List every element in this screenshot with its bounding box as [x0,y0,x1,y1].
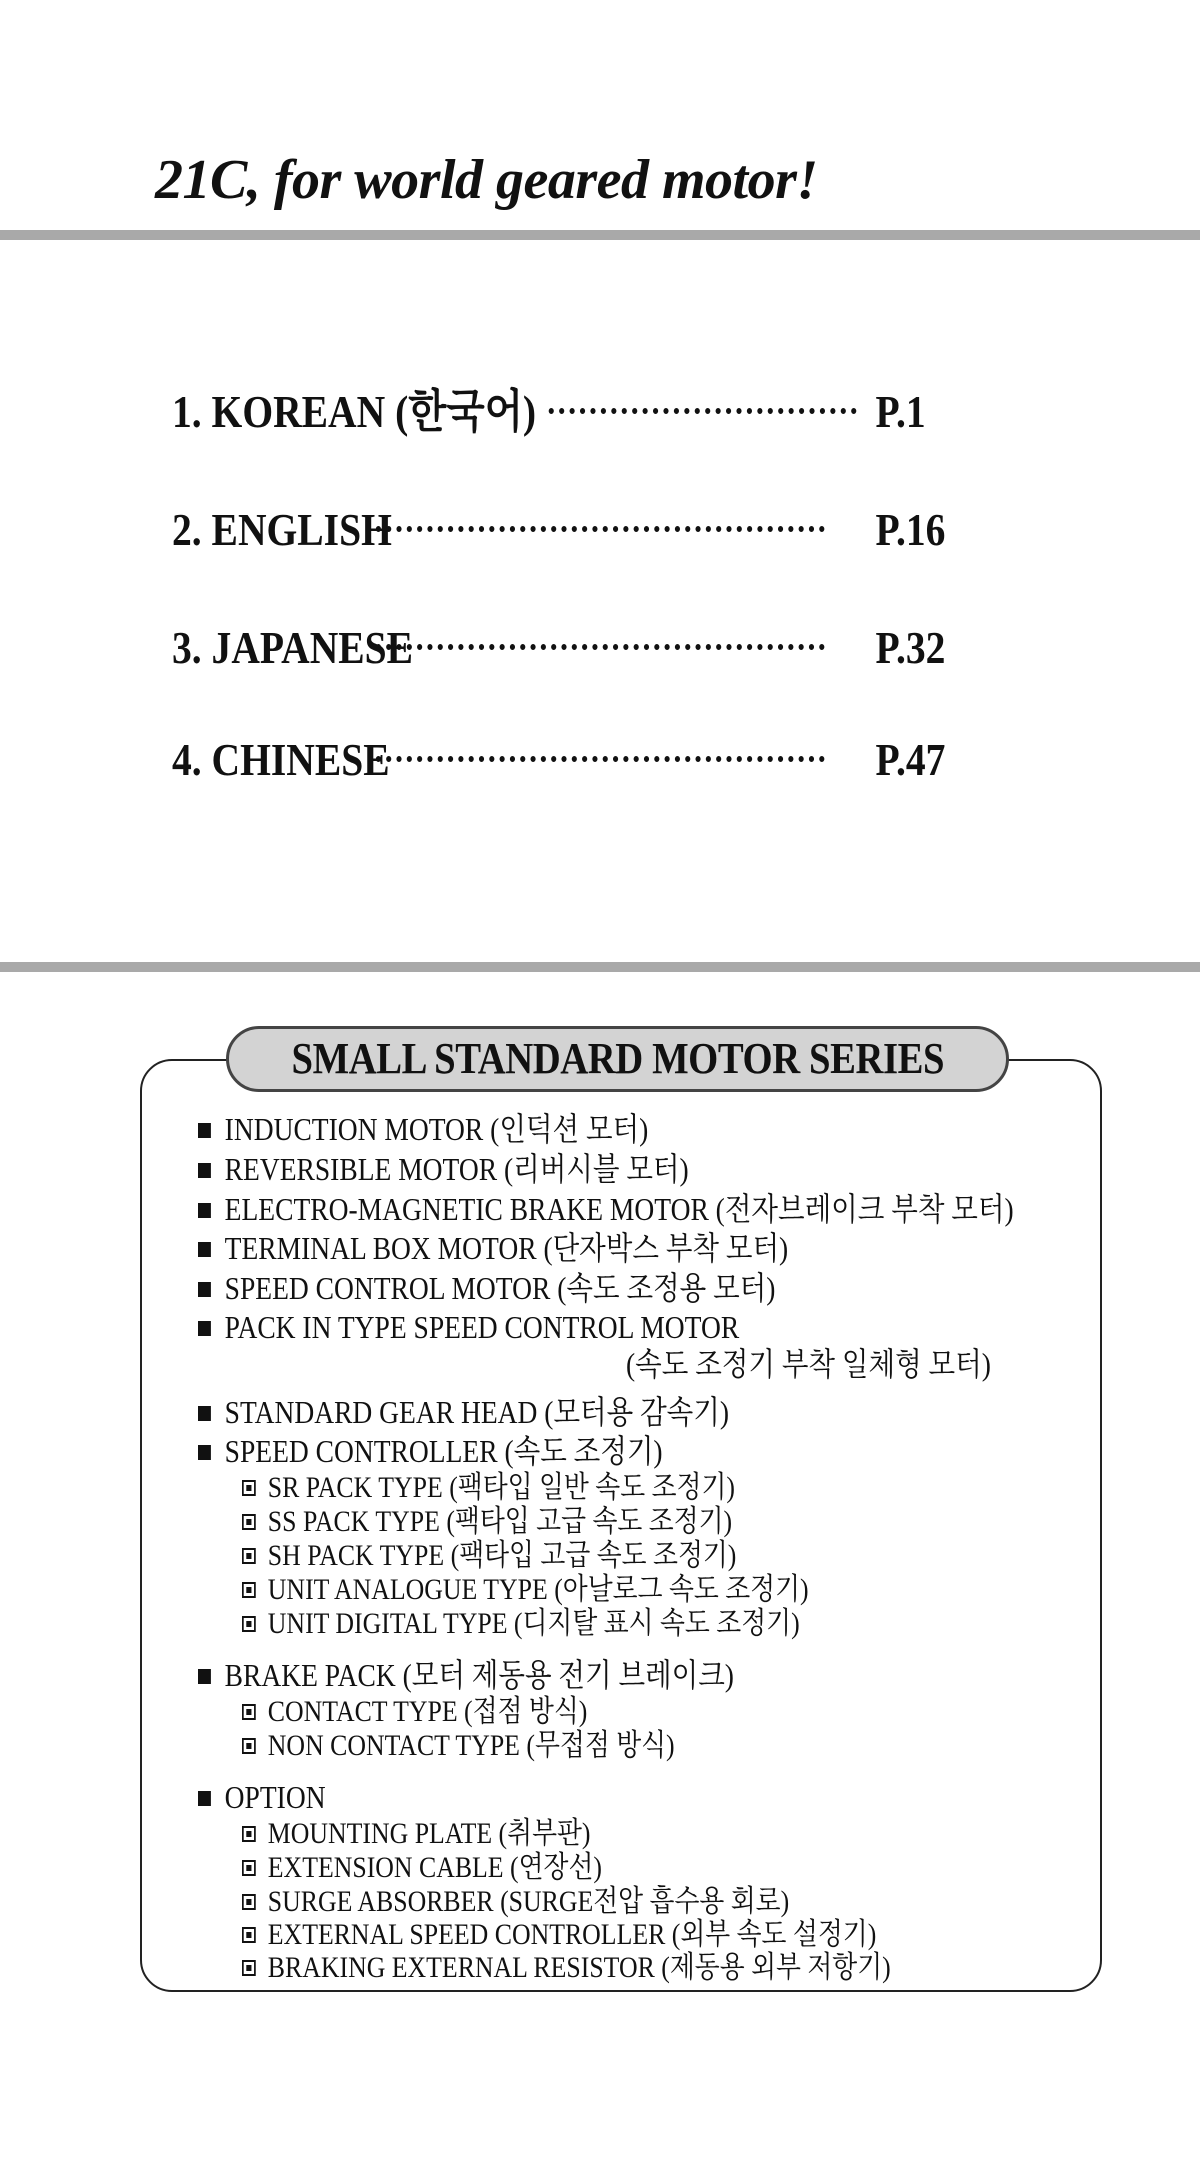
sub-item [242,1851,602,1885]
list-item-label: STANDARD GEAR HEAD (모터용 감속기) [224,1394,730,1430]
list-item [198,1190,1014,1228]
list-item-label: TERMINAL BOX MOTOR (단자박스 부착 모터) [224,1230,789,1266]
sub-item-label: UNIT ANALOGUE TYPE (아날로그 속도 조정기) [267,1573,809,1606]
sub-item-label: SS PACK TYPE (팩타입 고급 속도 조정기) [267,1505,733,1538]
toc-leader-dots [376,526,825,532]
sub-item [242,1695,587,1729]
sub-item [242,1951,891,1985]
top-divider [0,230,1200,240]
list-item [198,1308,739,1346]
toc-leader-dots [376,756,825,762]
boxed-bullet-icon [242,1582,256,1598]
sub-item [242,1539,736,1573]
square-bullet-icon [198,1282,211,1297]
square-bullet-icon [198,1242,211,1257]
toc-page: P.32 [875,622,946,673]
boxed-bullet-icon [242,1894,256,1910]
toc-page: P.16 [875,504,946,555]
toc-label: 3. JAPANESE [172,622,414,673]
square-bullet-icon [198,1123,211,1138]
middle-divider [0,962,1200,972]
square-bullet-icon [198,1321,211,1336]
boxed-bullet-icon [242,1960,256,1976]
list-item [198,1269,775,1307]
list-item-label: SPEED CONTROLLER (속도 조정기) [224,1433,663,1469]
boxed-bullet-icon [242,1704,256,1720]
list-item [198,1229,788,1267]
toc-label: 1. KOREAN (한국어) [172,386,537,437]
toc-leader-dots [549,408,857,414]
series-title [226,1026,1009,1092]
boxed-bullet-icon [242,1480,256,1496]
list-item [198,1656,734,1694]
toc-label: 4. CHINESE [172,734,390,785]
toc-page: P.1 [875,386,926,437]
sub-item-label: EXTERNAL SPEED CONTROLLER (외부 속도 설정기) [267,1918,877,1951]
boxed-bullet-icon [242,1860,256,1876]
sub-item-label: SR PACK TYPE (팩타입 일반 속도 조정기) [267,1471,735,1504]
square-bullet-icon [198,1445,211,1460]
list-item [198,1150,689,1188]
list-item-label: PACK IN TYPE SPEED CONTROL MOTOR [224,1309,740,1345]
sub-item-label: SH PACK TYPE (팩타입 고급 속도 조정기) [267,1539,737,1572]
list-item-label: REVERSIBLE MOTOR (리버시블 모터) [224,1151,689,1187]
sub-item [242,1505,732,1539]
boxed-bullet-icon [242,1738,256,1754]
boxed-bullet-icon [242,1616,256,1632]
sub-item [242,1607,800,1641]
sub-item-label: BRAKING EXTERNAL RESISTOR (제동용 외부 저항기) [267,1951,891,1984]
list-item-label: OPTION [224,1779,326,1815]
list-item [198,1393,729,1431]
sub-item [242,1471,735,1505]
boxed-bullet-icon [242,1548,256,1564]
sub-item [242,1729,675,1763]
list-item-label: ELECTRO-MAGNETIC BRAKE MOTOR (전자브레이크 부착 모터) [224,1191,1014,1227]
sub-item-label: MOUNTING PLATE (취부판) [267,1817,591,1850]
square-bullet-icon [198,1203,211,1218]
toc-entry-korean[interactable] [172,382,946,442]
sub-item [242,1573,809,1607]
list-item [198,1432,663,1470]
toc-entry-chinese[interactable] [172,730,946,790]
sub-item [242,1885,789,1919]
boxed-bullet-icon [242,1826,256,1842]
toc-label: 2. ENGLISH [172,504,392,555]
tagline: 21C, for world geared motor! [155,149,818,211]
sub-item-label: SURGE ABSORBER (SURGE전압 흡수용 회로) [267,1885,790,1918]
toc-entry-english[interactable] [172,500,946,560]
list-item-label: INDUCTION MOTOR (인덕션 모터) [224,1111,649,1147]
sub-item-label: NON CONTACT TYPE (무접점 방식) [267,1729,675,1762]
sub-item [242,1918,876,1952]
toc-page: P.47 [875,734,946,785]
square-bullet-icon [198,1791,211,1806]
list-item-label: BRAKE PACK (모터 제동용 전기 브레이크) [224,1657,734,1693]
square-bullet-icon [198,1406,211,1421]
sub-item [242,1817,591,1851]
square-bullet-icon [198,1669,211,1684]
toc-entry-japanese[interactable] [172,618,946,678]
toc-leader-dots [376,644,825,650]
list-item [198,1778,326,1816]
square-bullet-icon [198,1163,211,1178]
sub-item-label: UNIT DIGITAL TYPE (디지탈 표시 속도 조정기) [267,1607,800,1640]
boxed-bullet-icon [242,1927,256,1943]
list-item-continuation: (속도 조정기 부착 일체형 모터) [626,1346,991,1382]
sub-item-label: CONTACT TYPE (접점 방식) [267,1695,588,1728]
list-item-label: SPEED CONTROL MOTOR (속도 조정용 모터) [224,1270,776,1306]
boxed-bullet-icon [242,1514,256,1530]
sub-item-label: EXTENSION CABLE (연장선) [267,1851,602,1884]
list-item [198,1110,648,1148]
series-title-text: SMALL STANDARD MOTOR SERIES [291,1034,944,1083]
